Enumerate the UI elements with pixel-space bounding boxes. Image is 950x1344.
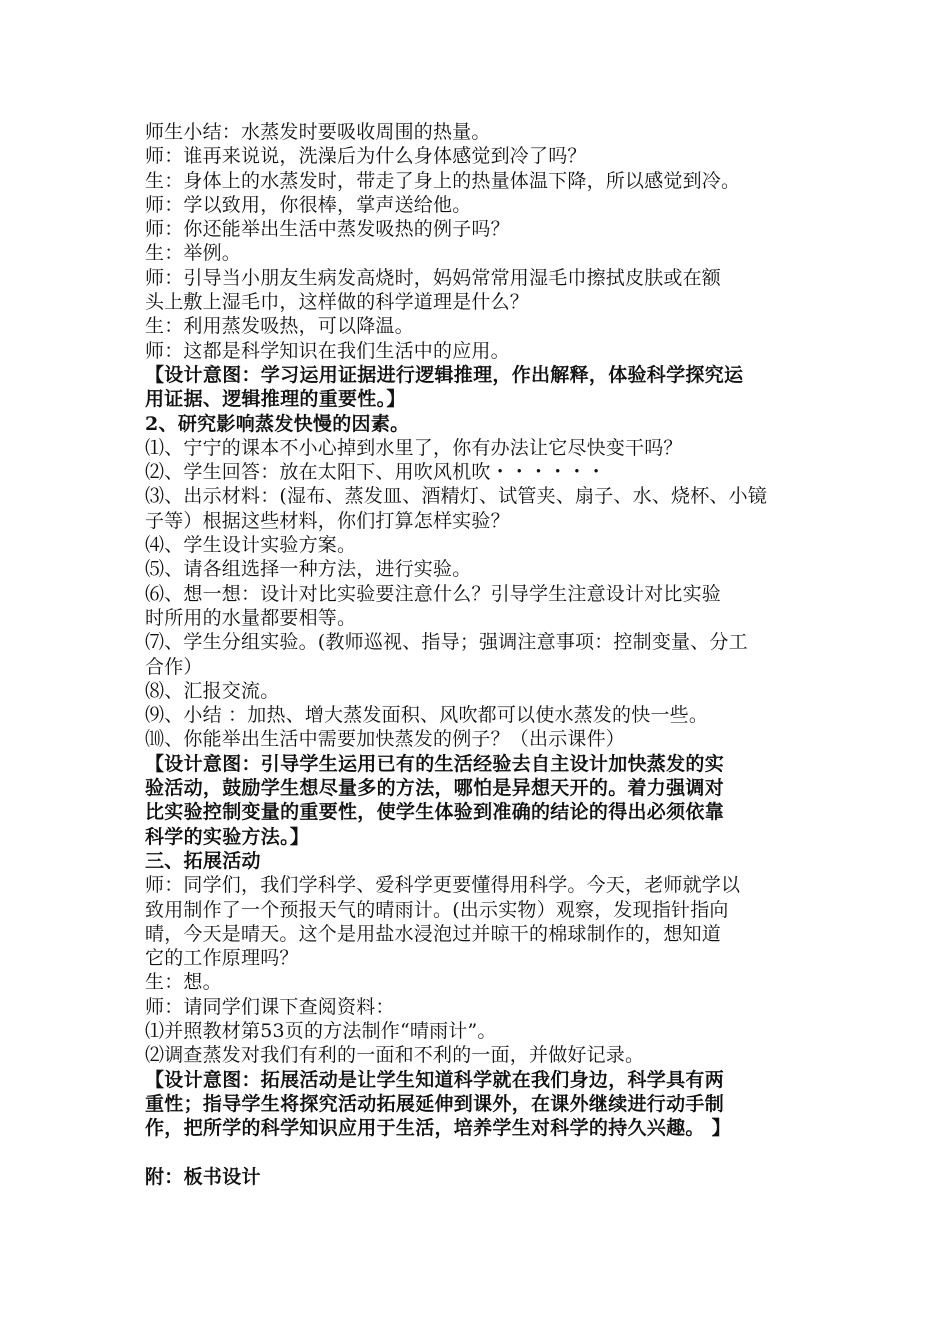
- paragraph-line: 师：同学们，我们学科学、爱科学更要懂得用科学。今天，老师就学以: [145, 874, 741, 897]
- paragraph-line: 合作）: [145, 655, 203, 678]
- paragraph-line: ⑼、小结 ：加热、增大蒸发面积、风吹都可以使水蒸发的快一些。: [145, 704, 709, 727]
- paragraph-line: ⑸、请各组选择一种方法，进行实验。: [145, 558, 472, 581]
- paragraph-line: 致用制作了一个预报天气的晴雨计。(出示实物）观察，发现指针指向: [145, 898, 729, 921]
- paragraph-line: 师：学以致用，你很棒，掌声送给他。: [145, 193, 472, 216]
- bold-paragraph-line: 附：板书设计: [145, 1165, 261, 1188]
- paragraph-line: 师：引导当小朋友生病发高烧时，妈妈常常用湿毛巾擦拭皮肤或在额: [145, 266, 722, 289]
- document-body: [145, 120, 825, 1189]
- paragraph-line: 它的工作原理吗？: [145, 947, 299, 970]
- paragraph-line: ⑹、想一想：设计对比实验要注意什么？引导学生注意设计对比实验: [145, 582, 722, 605]
- paragraph-line: ⑺、学生分组实验。(教师巡视、指导；强调注意事项：控制变量、分工: [145, 631, 748, 654]
- bold-paragraph-line: 【设计意图：学习运用证据进行逻辑推理，作出解释，体验科学探究运: [145, 363, 744, 386]
- paragraph-line: ⑷、学生设计实验方案。: [145, 534, 357, 557]
- bold-paragraph-line: 【设计意图：拓展活动是让学生知道科学就在我们身边，科学具有两: [145, 1068, 725, 1091]
- paragraph-line: 师：这都是科学知识在我们生活中的应用。: [145, 339, 510, 362]
- paragraph-line: 生：想。: [145, 971, 222, 994]
- paragraph-line: 子等）根据这些材料，你们打算怎样实验？: [145, 509, 510, 532]
- blank-line: [145, 1140, 825, 1164]
- paragraph-line: ⑻、汇报交流。: [145, 679, 280, 702]
- bold-paragraph-line: 用证据、逻辑推理的重要性。】: [145, 388, 406, 411]
- paragraph-line: ⑴并照教材第53页的方法制作“晴雨计”。: [145, 1019, 497, 1042]
- bold-paragraph-line: 重性；指导学生将探究活动拓展延伸到课外，在课外继续进行动手制: [145, 1092, 725, 1115]
- bold-paragraph-line: 作，把所学的科学知识应用于生活，培养学生对科学的持久兴趣。 】: [145, 1117, 731, 1140]
- paragraph-line: ⑵、学生回答：放在太阳下、用吹风机吹・・・・・・: [145, 461, 606, 484]
- paragraph-line: 时所用的水量都要相等。: [145, 606, 357, 629]
- bold-paragraph-line: 三、拓展活动: [145, 849, 261, 872]
- paragraph-line: 师：谁再来说说，洗澡后为什么身体感觉到冷了吗？: [145, 145, 587, 168]
- paragraph-line: 晴，今天是晴天。这个是用盐水浸泡过并晾干的棉球制作的，想知道: [145, 922, 722, 945]
- paragraph-line: ⑶、出示材料：(湿布、蒸发皿、酒精灯、试管夹、扇子、水、烧杯、小镜: [145, 485, 768, 508]
- bold-paragraph-line: 2、研究影响蒸发快慢的因素。: [145, 412, 410, 435]
- paragraph-line: 生：身体上的水蒸发时，带走了身上的热量体温下降，所以感觉到冷。: [145, 169, 741, 192]
- paragraph-line: 生：利用蒸发吸热，可以降温。: [145, 315, 414, 338]
- paragraph-line: 师生小结：水蒸发时要吸收周围的热量。: [145, 121, 491, 143]
- bold-paragraph-line: 【设计意图：引导学生运用已有的生活经验去自主设计加快蒸发的实: [145, 752, 725, 775]
- paragraph-line: 师：请同学们课下查阅资料：: [145, 995, 395, 1018]
- paragraph-line: ⑽、你能举出生活中需要加快蒸发的例子？（出示课件）: [145, 728, 626, 751]
- paragraph-line: ⑴、宁宁的课本不小心掉到水里了，你有办法让它尽快变干吗？: [145, 436, 683, 459]
- paragraph-line: 生：举例。: [145, 242, 242, 265]
- bold-paragraph-line: 比实验控制变量的重要性，使学生体验到准确的结论的得出必须依靠: [145, 801, 725, 824]
- paragraph-line: 师：你还能举出生活中蒸发吸热的例子吗？: [145, 218, 510, 241]
- paragraph-line: ⑵调查蒸发对我们有利的一面和不利的一面，并做好记录。: [145, 1044, 645, 1067]
- bold-paragraph-line: 科学的实验方法。】: [145, 825, 310, 848]
- bold-paragraph-line: 验活动，鼓励学生想尽量多的方法，哪怕是异想天开的。着力强调对: [145, 777, 725, 800]
- paragraph-line: 头上敷上湿毛巾，这样做的科学道理是什么？: [145, 291, 530, 314]
